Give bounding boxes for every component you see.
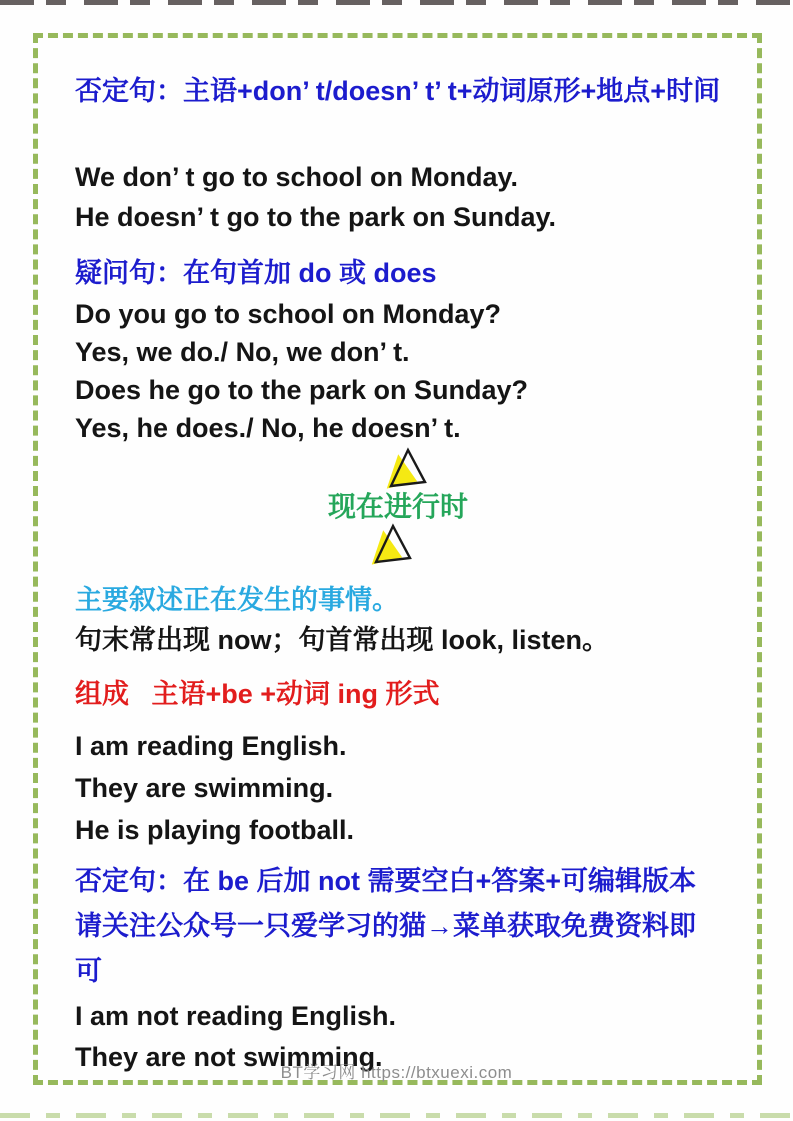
composition-section	[75, 679, 721, 851]
banner-title: 现在进行时	[327, 491, 468, 522]
example-sentence: I am reading English.	[75, 731, 347, 761]
example-sentence: We don’ t go to school on Monday.	[75, 162, 518, 192]
example-sentence: He doesn’ t go to the park on Sunday.	[75, 202, 557, 232]
simple-negative-examples	[75, 157, 721, 237]
worksheet-content	[75, 75, 721, 1078]
top-edge-dashes	[0, 0, 793, 5]
example-sentence: Yes, he does./ No, he doesn’ t.	[75, 413, 461, 443]
simple-question-section	[75, 257, 721, 447]
simple-question-heading: 疑问句：在句首加 do 或 does	[75, 258, 437, 288]
example-sentence: Does he go to the park on Sunday?	[75, 375, 529, 405]
example-sentence: They are not swimming.	[75, 1042, 383, 1072]
usage-detail: 句末常出现 now；句首常出现 look, listen。	[75, 625, 610, 655]
usage-section	[75, 585, 721, 655]
progressive-negative-heading: 否定句：在 be 后加 not 需要空白+答案+可编辑版本请关注公众号一只爱学习的猫→菜单获取免费资料即可	[75, 866, 697, 986]
example-sentence: He is playing football.	[75, 815, 355, 845]
progressive-negative-section	[75, 859, 721, 1078]
usage-highlight: 主要叙述正在发生的事情。	[75, 585, 399, 615]
simple-negative-heading: 否定句：主语+don’ t/doesn’ t’ t+动词原形+地点+时间	[75, 76, 721, 106]
example-sentence: Do you go to school on Monday?	[75, 299, 501, 329]
composition-heading: 组成 主语+be +动词 ing 形式	[75, 679, 440, 709]
example-sentence: I am not reading English.	[75, 1001, 397, 1031]
example-sentence: They are swimming.	[75, 773, 334, 803]
example-sentence: Yes, we do./ No, we don’ t.	[75, 337, 410, 367]
bottom-edge-dashes	[0, 1113, 793, 1118]
present-progressive-banner	[75, 447, 721, 567]
yellow-triangle-icon	[75, 523, 721, 567]
yellow-triangle-icon	[75, 447, 721, 491]
watermark-text: BT学习网 https://btxuexi.com	[280, 1063, 513, 1082]
